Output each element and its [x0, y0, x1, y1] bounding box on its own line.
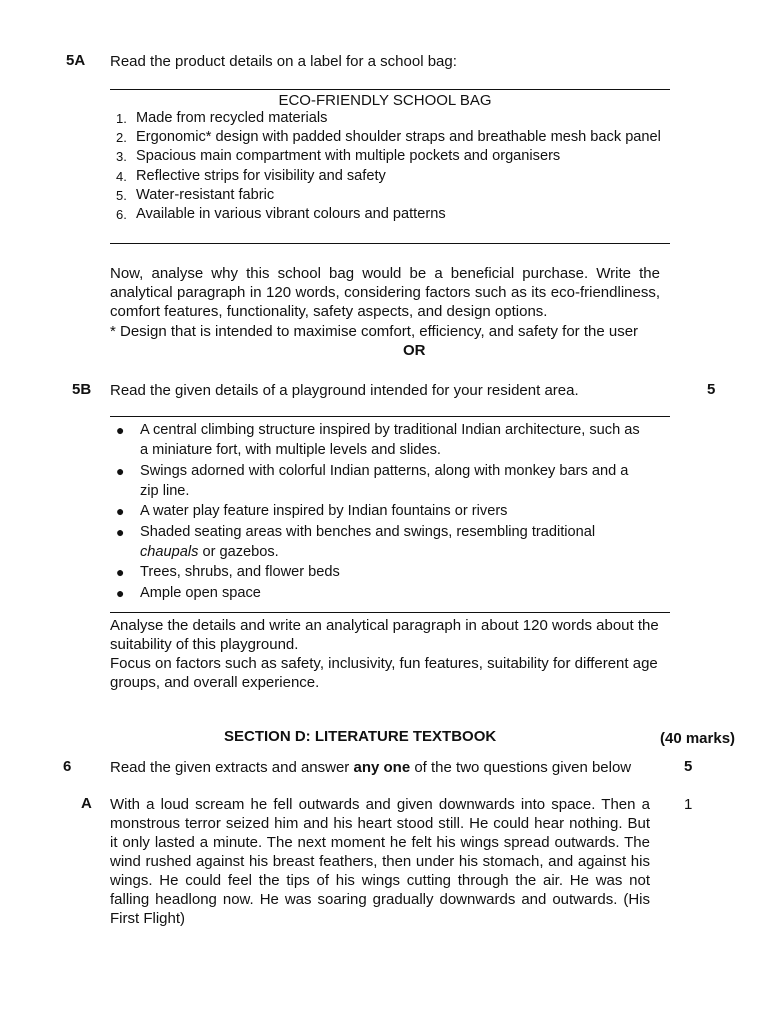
bullet-icon: ● — [116, 564, 125, 580]
product-details-list — [116, 109, 664, 224]
list-item: ● Shaded seating areas with benches and swings, resembling traditional chaupals or gazebos. — [116, 523, 596, 560]
bullet-icon: ● — [116, 523, 125, 540]
list-item: ● Trees, shrubs, and flower beds — [116, 564, 340, 580]
list-item: 3. Spacious main compartment with multiple pockets and organisers — [116, 148, 561, 165]
list-item: ● A water play feature inspired by Indian fountains or rivers — [116, 503, 508, 519]
list-item: ● Ample open space — [116, 584, 261, 601]
list-item: 5. Water-resistant fabric — [116, 186, 275, 203]
design-footnote: * Design that is intended to maximise comfort, efficiency, and safety for the user — [110, 323, 639, 340]
bullet-icon: ● — [116, 503, 125, 519]
extract-a-text: With a loud scream he fell outwards and given downwards into space. Then a monstrous terror seized him and his heart stood still. He could hear nothing. But it only lasted a minute. The next moment he felt his wings spread outwards. The wind rushed against his breast feathers, then under his stomach, and against his wings. He could feel the tips of his wings cutting through the air. He was not falling headlong now. He was soaring gradually downwards and outwards. (His First Flight) — [110, 796, 650, 927]
list-item: 6. Available in various vibrant colours and patterns — [116, 206, 446, 223]
list-item: ● Swings adorned with colorful Indian patterns, along with monkey bars and a zip line. — [116, 462, 629, 499]
question-6-prompt: Read the given extracts and answer any one of the two questions given below — [110, 759, 632, 776]
label-box-bottom-rule — [110, 243, 670, 244]
section-d-title: SECTION D: LITERATURE TEXTBOOK — [224, 728, 497, 745]
question-number-5a: 5A — [66, 52, 86, 69]
or-separator: OR — [403, 342, 426, 359]
question-5b-marks: 5 — [707, 381, 716, 398]
question-5a-prompt: Read the product details on a label for a school bag: — [110, 53, 457, 70]
question-5b-instruction-1: Analyse the details and write an analytical paragraph in about 120 words about the suitability of this playground. — [110, 617, 659, 653]
playground-box-bottom-rule — [110, 612, 670, 613]
extract-a-marks: 1 — [684, 796, 693, 813]
bullet-icon: ● — [116, 462, 125, 479]
bullet-icon: ● — [116, 422, 125, 438]
list-item: 1. Made from recycled materials — [116, 110, 328, 126]
extract-a-label: A — [81, 795, 92, 812]
playground-details-list — [110, 420, 650, 603]
playground-box-top-rule — [110, 416, 670, 417]
list-item: ● A central climbing structure inspired by traditional Indian architecture, such as a miniature fort, with multiple levels and slides. — [116, 422, 640, 458]
question-5b-prompt: Read the given details of a playground intended for your resident area. — [110, 382, 579, 399]
question-6-marks: 5 — [684, 758, 693, 775]
section-d-marks: (40 marks) — [660, 730, 736, 747]
list-item: 4. Reflective strips for visibility and safety — [116, 167, 386, 184]
label-box-top-rule — [110, 89, 670, 90]
question-5b-instruction-2: Focus on factors such as safety, inclusivity, fun features, suitability for different age groups, and overall experience. — [110, 655, 658, 691]
bullet-icon: ● — [116, 584, 125, 601]
question-number-6: 6 — [63, 758, 72, 775]
question-5a-instruction: Now, analyse why this school bag would be a beneficial purchase. Write the analytical paragraph in 120 words, considering factors such as its eco-friendliness, comfort features, functionality, safety aspects, and design options. — [110, 265, 660, 320]
question-number-5b: 5B — [72, 381, 92, 398]
label-box-title: ECO-FRIENDLY SCHOOL BAG — [278, 92, 492, 109]
list-item: 2. Ergonomic* design with padded shoulder straps and breathable mesh back panel — [116, 129, 661, 146]
